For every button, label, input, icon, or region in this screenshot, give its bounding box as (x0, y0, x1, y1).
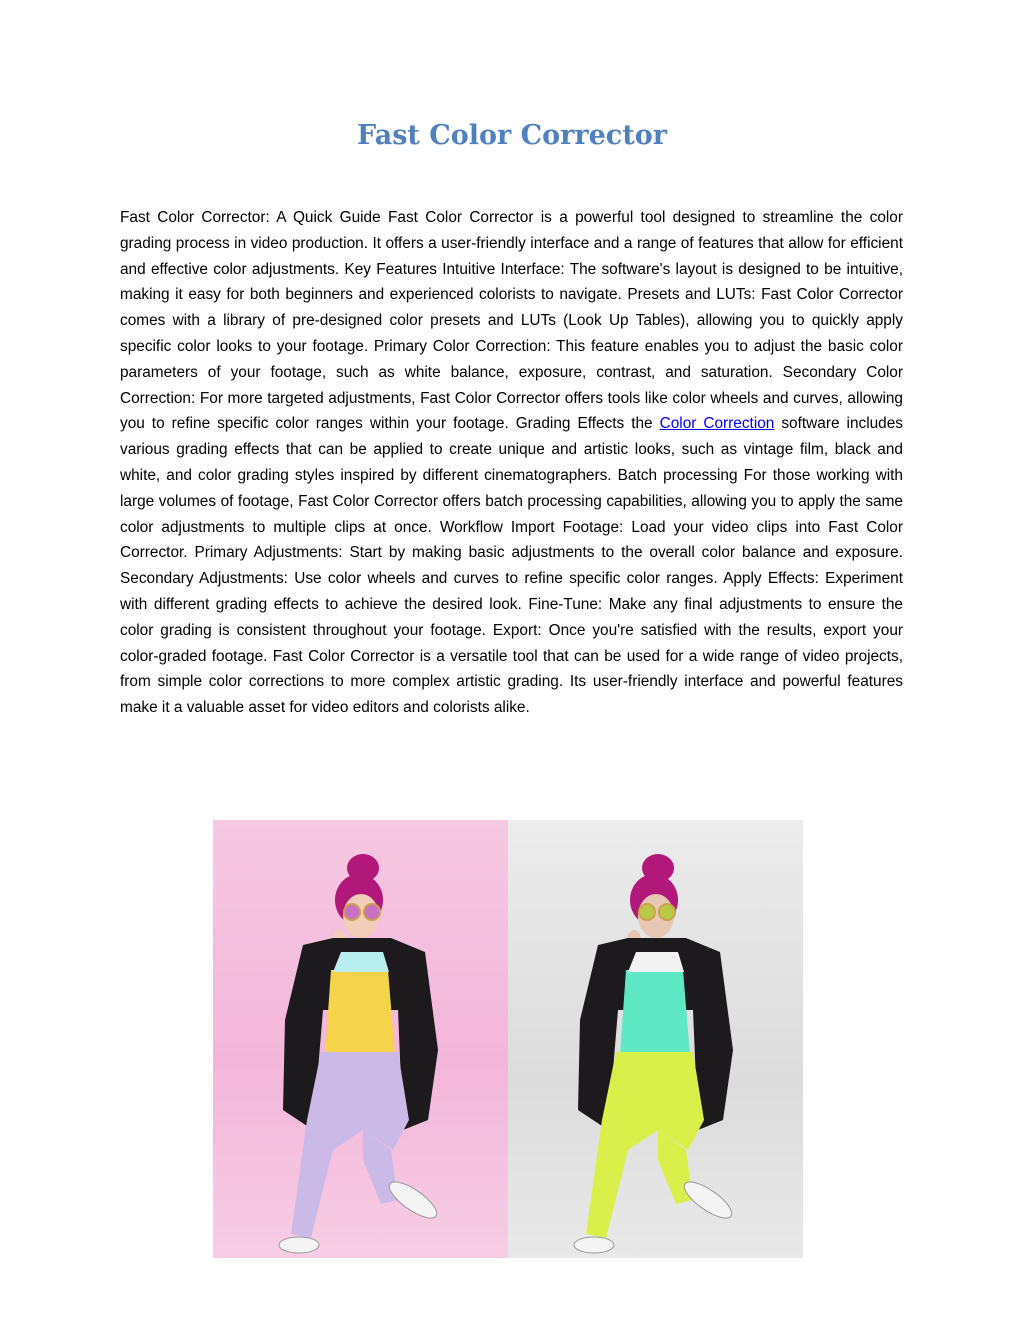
original-photo-illustration (213, 820, 508, 1258)
page-title: Fast Color Corrector (357, 120, 667, 151)
paragraph-text-before-link: Fast Color Corrector: A Quick Guide Fast Color Corrector is a powerful tool designed to streamline the color grading process in video production. It offers a user-friendly interface and a range of features that allow for efficient and effective color adjustments. Key Features Intuitive Interface: The software's layout is designed to be intuitive, making it easy for both beginners and experienced colorists to navigate. Presets and LUTs: Fast Color Corrector comes with a library of pre-designed color presets and LUTs (Look Up Tables), allowing you to quickly apply specific color looks to your footage. Primary Color Correction: This feature enables you to adjust the basic color parameters of your footage, such as white balance, exposure, contrast, and saturation. Secondary Color Correction: For more targeted adjustments, Fast Color Corrector offers tools like color wheels and curves, allowing you to refine specific color ranges within your footage. Grading Effects the (120, 209, 903, 433)
graded-photo-illustration (508, 820, 803, 1258)
shoe-left-shape (574, 1237, 614, 1253)
body-paragraph (120, 205, 903, 721)
glasses-right-lens (659, 904, 675, 920)
shoe-left-shape (279, 1237, 319, 1253)
glasses-left-lens (639, 904, 655, 920)
undershirt-shape (333, 952, 389, 972)
undershirt-shape (628, 952, 684, 972)
glasses-right-lens (364, 904, 380, 920)
top-shape (620, 970, 690, 1055)
glasses-left-lens (344, 904, 360, 920)
color-correction-link[interactable]: Color Correction (659, 415, 775, 433)
graded-photo-panel (508, 820, 803, 1258)
paragraph-text-after-link: software includes various grading effects that can be applied to create unique and artistic looks, such as vintage film, black and white, and color grading styles inspired by different cinematographers. Batch processing For those working with large volumes of footage, Fast Color Corrector offers batch processing capabilities, allowing you to apply the same color adjustments to multiple clips at once. Workflow Import Footage: Load your video clips into Fast Color Corrector. Primary Adjustments: Start by making basic adjustments to the overall color balance and exposure. Secondary Adjustments: Use color wheels and curves to refine specific color ranges. Apply Effects: Experiment with different grading effects to achieve the desired look. Fine-Tune: Make any final adjustments to ensure the color grading is consistent throughout your footage. Export: Once you're satisfied with the results, export your color-graded footage. Fast Color Corrector is a versatile tool that can be used for a wide range of video projects, from simple color corrections to more complex artistic grading. Its user-friendly interface and powerful features make it a valuable asset for video editors and colorists alike. (120, 415, 903, 717)
original-photo-panel (213, 820, 508, 1258)
top-shape (325, 970, 395, 1055)
before-after-image (213, 820, 803, 1258)
